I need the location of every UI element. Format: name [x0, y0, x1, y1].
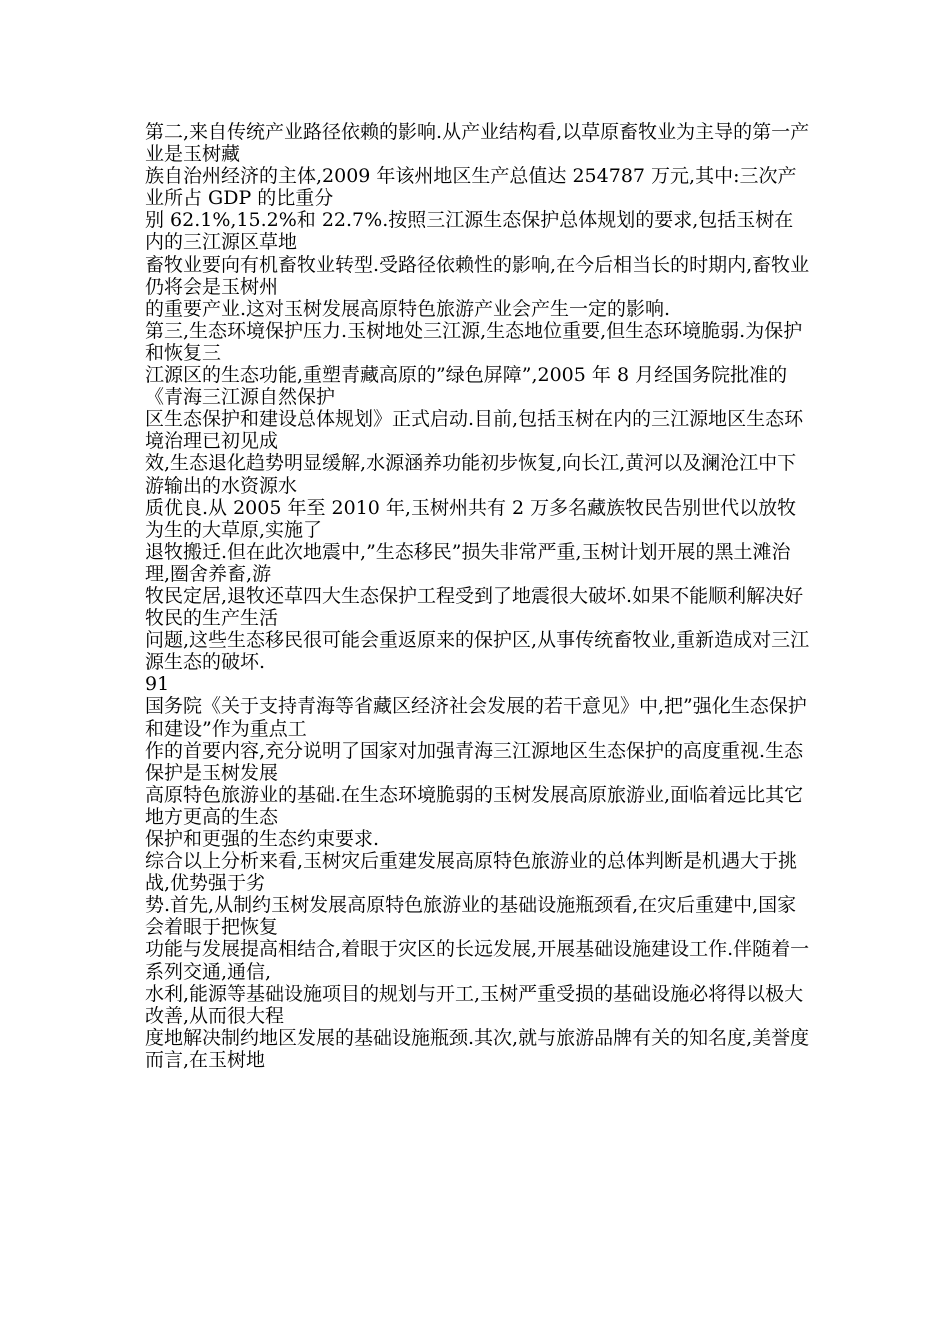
text-line: 牧民定居,退牧还草四大生态保护工程受到了地震很大破坏.如果不能顺利解决好牧民的生产生活: [145, 584, 804, 630]
text-line: 畜牧业要向有机畜牧业转型.受路径依赖性的影响,在今后相当长的时期内,畜牧业仍将会是玉树州: [145, 253, 810, 298]
text-line: 族自治州经济的主体,2009 年该州地区生产总值达 254787 万元,其中:三次产业所占 GDP 的比重分: [145, 165, 797, 210]
text-line: 功能与发展提高相结合,着眼于灾区的长远发展,开展基础设施建设工作.伴随着一系列交通,通信,: [145, 938, 810, 983]
text-line: 势.首先,从制约玉树发展高原特色旅游业的基础设施瓶颈看,在灾后重建中,国家会着眼于把恢复: [145, 894, 797, 939]
text-line: 别 62.1%,15.2%和 22.7%.按照三江源生态保护总体规划的要求,包括玉树在内的三江源区草地: [145, 209, 794, 254]
text-line: 区生态保护和建设总体规划》正式启动.目前,包括玉树在内的三江源地区生态环境治理已初见成: [145, 408, 804, 453]
text-line: 退牧搬迁.但在此次地震中,”生态移民”损失非常严重,玉树计划开展的黑土滩治理,圈舍养畜,游: [145, 540, 791, 585]
text-line: 水利,能源等基础设施项目的规划与开工,玉树严重受损的基础设施必将得以极大改善,从而很大程: [145, 982, 804, 1027]
text-line: 作的首要内容,充分说明了国家对加强青海三江源地区生态保护的高度重视.生态保护是玉树发展: [145, 739, 804, 784]
text-line: 第二,来自传统产业路径依赖的影响.从产业结构看,以草原畜牧业为主导的第一产业是玉树藏: [145, 121, 810, 166]
text-line: 综合以上分析来看,玉树灾后重建发展高原特色旅游业的总体判断是机遇大于挑战,优势强于劣: [145, 850, 798, 895]
text-line: 保护和更强的生态约束要求.: [145, 828, 380, 850]
text-line: 的重要产业.这对玉树发展高原特色旅游产业会产生一定的影响.: [145, 297, 671, 320]
text-line: 问题,这些生态移民很可能会重返原来的保护区,从事传统畜牧业,重新造成对三江源生态的破坏.: [145, 629, 810, 674]
text-line: 江源区的生态功能,重塑青藏高原的”绿色屏障”,2005 年 8 月经国务院批准的《青海三江源自然保护: [145, 364, 788, 409]
text-line: 度地解决制约地区发展的基础设施瓶颈.其次,就与旅游品牌有关的知名度,美誉度而言,在玉树地: [145, 1026, 810, 1071]
text-line: 高原特色旅游业的基础.在生态环境脆弱的玉树发展高原旅游业,面临着远比其它地方更高的生态: [145, 783, 804, 828]
text-line: 国务院《关于支持青海等省藏区经济社会发展的若干意见》中,把”强化生态保护和建设”作为重点工: [145, 695, 807, 740]
text-line: 效,生态退化趋势明显缓解,水源涵养功能初步恢复,向长江,黄河以及澜沧江中下游输出的水资源水: [145, 452, 797, 497]
body-text: [145, 121, 810, 1071]
text-line: 质优良.从 2005 年至 2010 年,玉树州共有 2 万多名藏族牧民告别世代以放牧为生的大草原,实施了: [145, 496, 797, 541]
text-line: 第三,生态环境保护压力.玉树地处三江源,生态地位重要,但生态环境脆弱.为保护和恢复三: [145, 319, 803, 364]
page-number: 91: [145, 673, 170, 696]
